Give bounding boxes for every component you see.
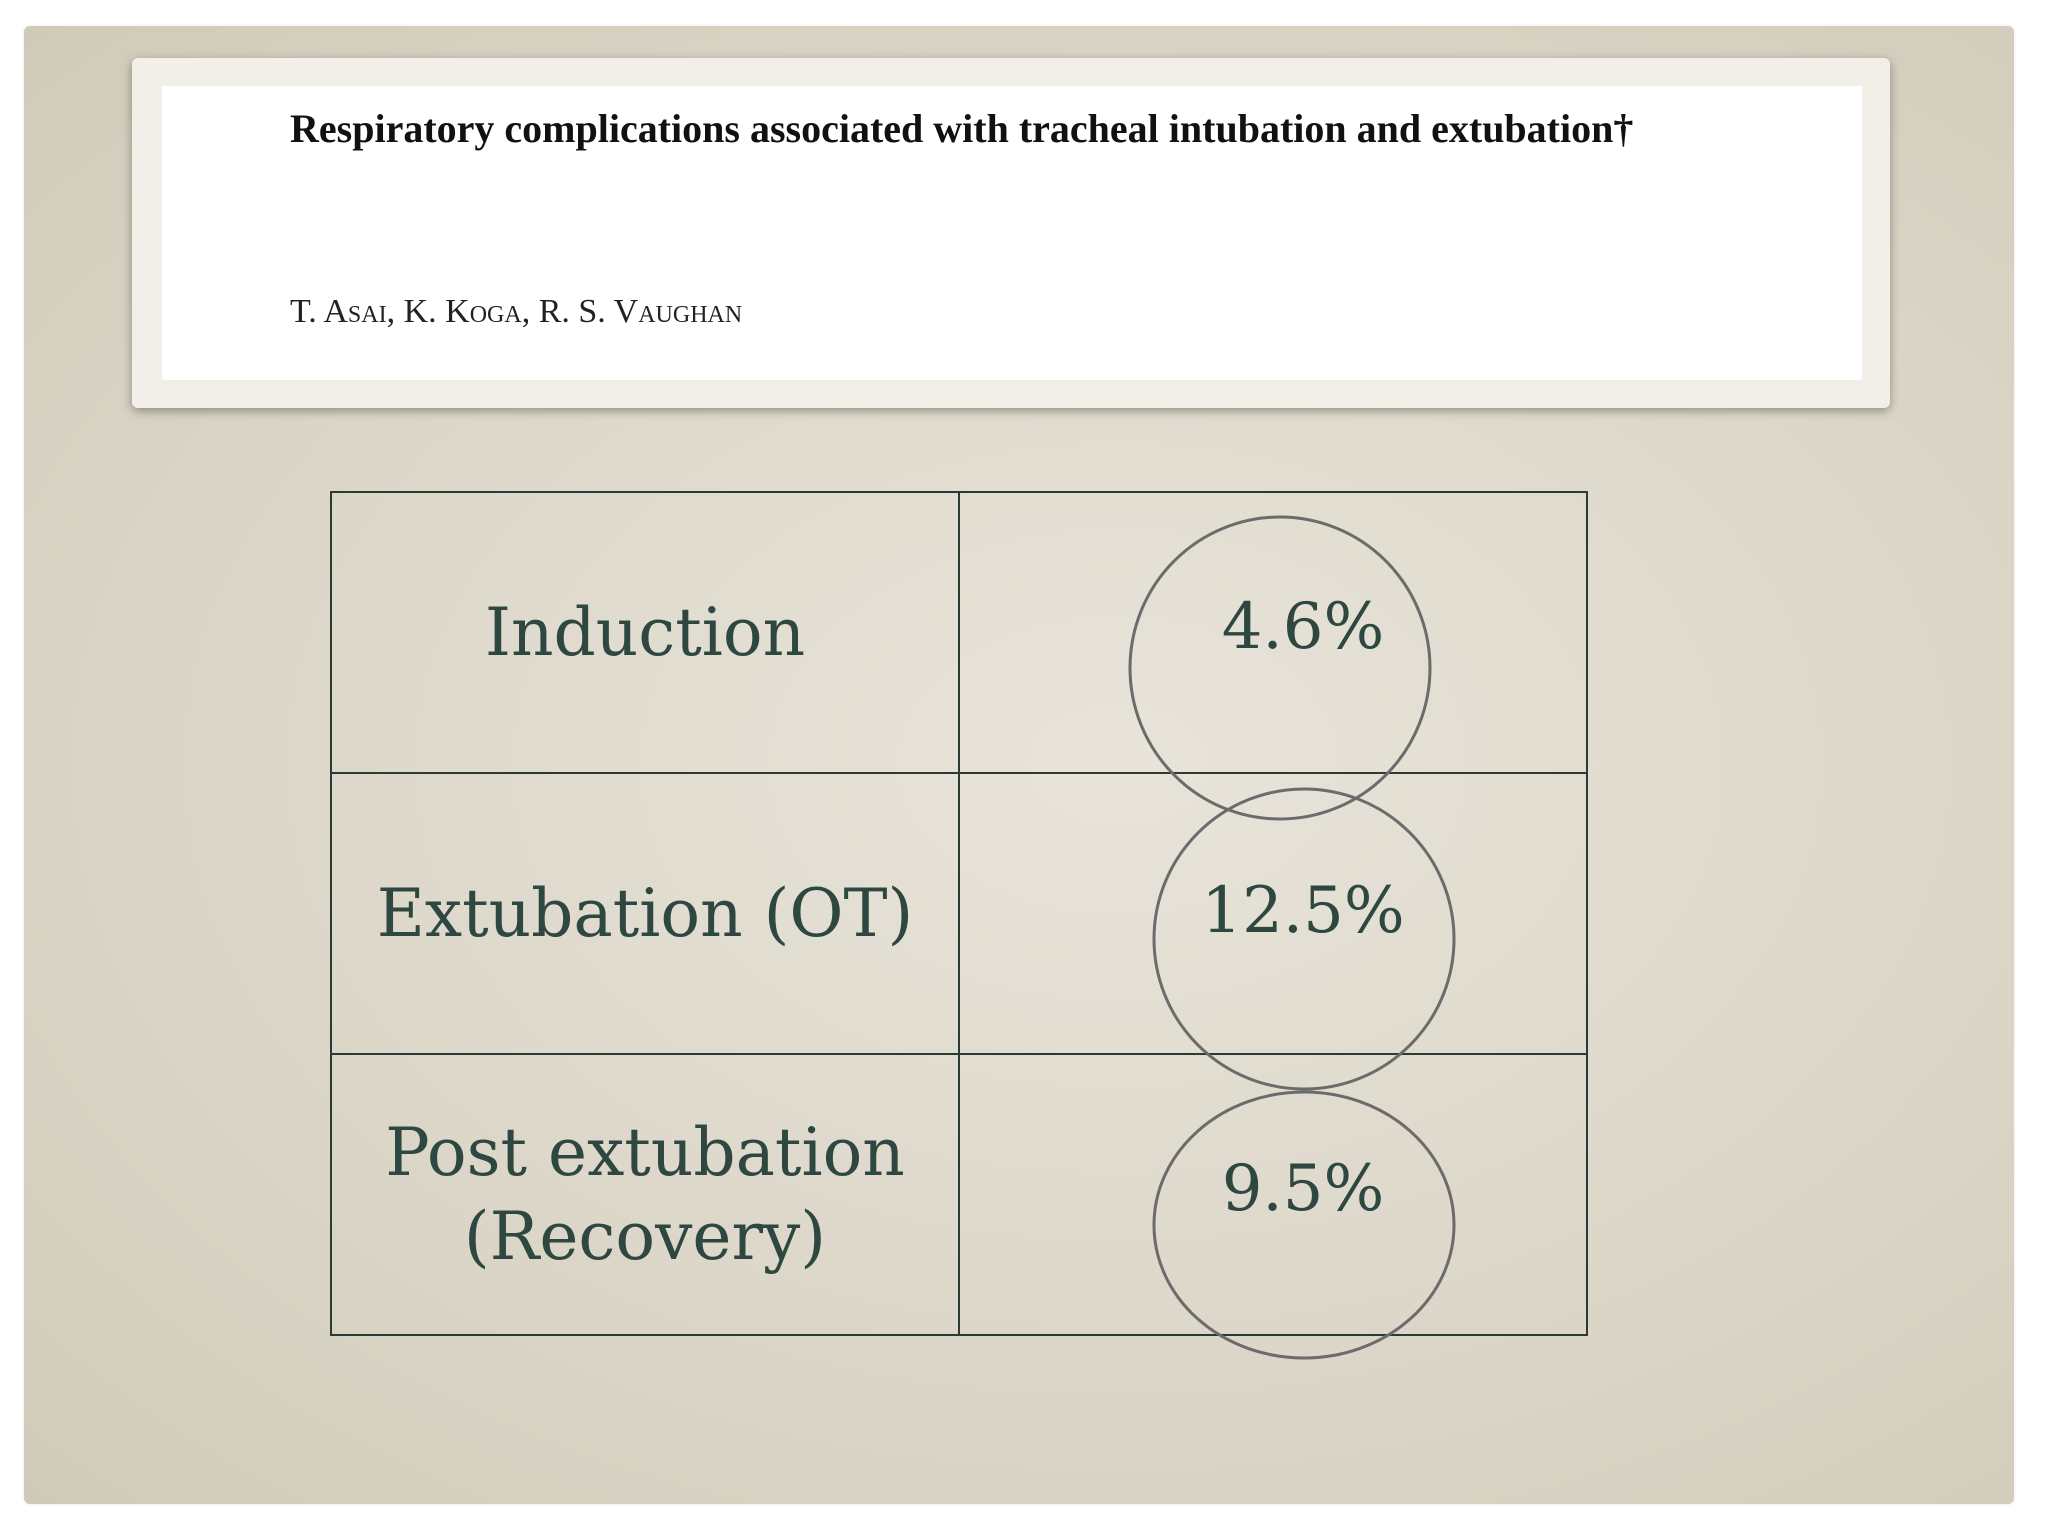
value-text-induction: 4.6% — [1221, 589, 1385, 664]
paper-header-inner — [162, 86, 1862, 380]
paper-authors: T. Asai, K. Koga, R. S. Vaughan — [290, 293, 743, 330]
row-value-post-extubation — [959, 1054, 1587, 1335]
value-text-post-extubation: 9.5% — [1221, 1151, 1385, 1226]
paper-header-card — [132, 58, 1890, 408]
row-label-induction: Induction — [331, 492, 959, 773]
value-text-extubation: 12.5% — [1201, 873, 1405, 948]
row-label-extubation: Extubation (OT) — [331, 773, 959, 1054]
row-label-post-extubation: Post extubation (Recovery) — [331, 1054, 959, 1335]
row-value-extubation — [959, 773, 1587, 1054]
paper-title: Respiratory complications associated with tracheal intubation and extubation† — [290, 106, 1634, 151]
table-row — [331, 1054, 1587, 1335]
table-row — [331, 773, 1587, 1054]
table-row — [331, 492, 1587, 773]
complications-table — [330, 491, 1588, 1336]
row-value-induction — [959, 492, 1587, 773]
